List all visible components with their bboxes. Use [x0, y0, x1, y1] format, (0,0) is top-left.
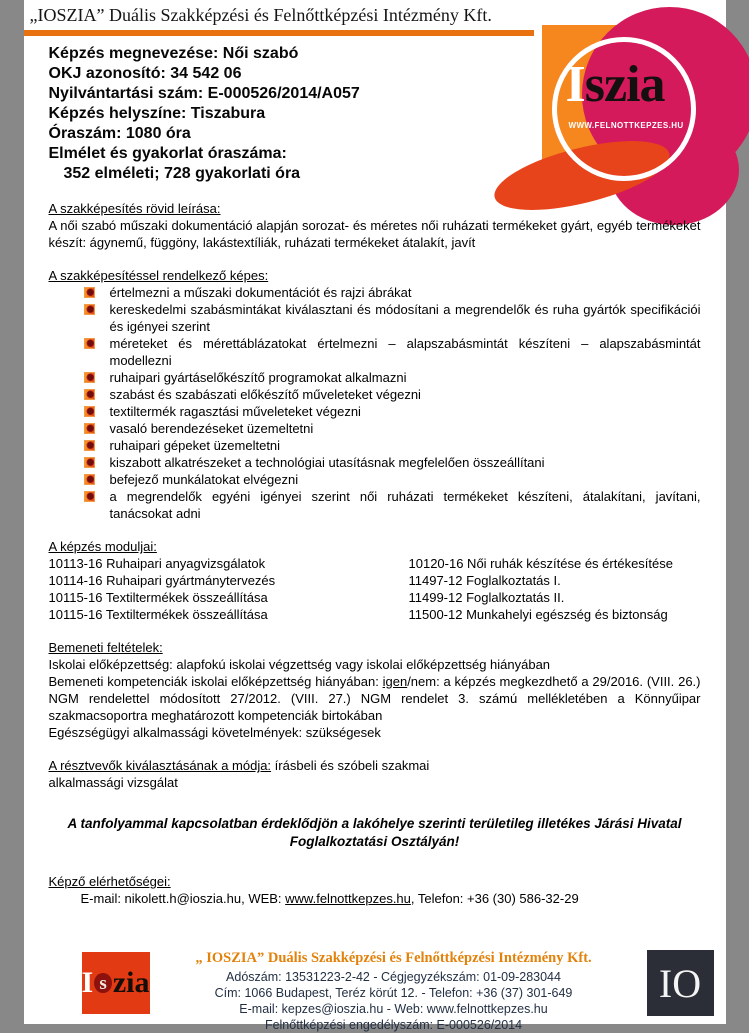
list-item	[84, 471, 701, 488]
entry-competency-prefix: Bemeneti kompetenciák iskolai előképzettség hiányában:	[49, 674, 383, 689]
page-footer	[24, 948, 726, 1024]
list-item-text: méreteket és mérettáblázatokat értelmezni – alapszabásmintát készíteni – alapszabásmintát modellezni	[110, 336, 701, 368]
list-item	[84, 454, 701, 471]
module-item: 10120-16 Női ruhák készítése és értékesítése	[409, 555, 701, 572]
modules-heading: A képzés moduljai:	[49, 538, 701, 555]
entry-heading: Bemeneti feltételek:	[49, 639, 701, 656]
list-item-text: textiltermék ragasztási műveleteket végezni	[110, 404, 361, 419]
list-item-text: kiszabott alkatrészeket a technológiai utasításnak megfelelően összeállítani	[110, 455, 545, 470]
selection-text: írásbeli és szóbeli szakmai	[271, 758, 429, 773]
footer-logo-letter-i: I	[82, 968, 94, 998]
module-item: 10115-16 Textiltermékek összeállítása	[49, 606, 409, 623]
entry-competency-yes: igen	[383, 674, 408, 689]
contact-office-notice: A tanfolyammal kapcsolatban érdeklődjön a lakóhelye szerinti területileg illetékes Járási Hivatal Foglalkoztatási Osztályán!	[55, 815, 695, 851]
module-item: 11500-12 Munkahelyi egészség és biztonság	[409, 606, 701, 623]
list-item-text: ruhaipari gyártáselőkészítő programokat alkalmazni	[110, 370, 407, 385]
course-name: Képzés megnevezése: Női szabó	[49, 44, 529, 64]
list-item	[84, 284, 701, 301]
section-entry-requirements	[49, 639, 701, 741]
bullet-icon	[84, 389, 95, 400]
list-item-text: befejező munkálatokat elvégezni	[110, 472, 299, 487]
list-item	[84, 437, 701, 454]
selection-line-1	[49, 757, 701, 774]
section-modules	[49, 538, 701, 623]
list-item-text: ruhaipari gépeket üzemeltetni	[110, 438, 281, 453]
list-item	[84, 386, 701, 403]
course-hours: Óraszám: 1080 óra	[49, 124, 529, 144]
section-contact	[49, 873, 701, 907]
list-item-text: szabást és szabászati előkészítő műveleteket végezni	[110, 387, 421, 402]
header-divider	[24, 30, 534, 36]
list-item-text: a megrendelők egyéni igényei szerint női ruházati termékeket készíteni, átalakítani, javítani, tanácsokat adni	[110, 489, 701, 521]
module-item: 11497-12 Foglalkoztatás I.	[409, 572, 701, 589]
list-item-text: vasaló berendezéseket üzemeltetni	[110, 421, 314, 436]
footer-license-line: Felnőttképzési engedélyszám: E-000526/2014	[154, 1017, 634, 1033]
section-description	[49, 200, 701, 251]
bullet-icon	[84, 287, 95, 298]
footer-address-line: Cím: 1066 Budapest, Teréz körút 12. - Telefon: +36 (37) 301-649	[154, 985, 634, 1001]
footer-io-text: IO	[659, 960, 701, 1007]
footer-tax-line: Adószám: 13531223-2-42 - Cégjegyzékszám: 01-09-283044	[154, 969, 634, 985]
course-split-label: Elmélet és gyakorlat óraszáma:	[49, 144, 529, 164]
footer-logo-letters-zia: zia	[113, 968, 150, 998]
course-location: Képzés helyszíne: Tiszabura	[49, 104, 529, 124]
contact-phone-text: , Telefon: +36 (30) 586-32-29	[411, 891, 579, 906]
contact-details	[49, 890, 701, 907]
module-item: 10115-16 Textiltermékek összeállítása	[49, 589, 409, 606]
module-item: 11499-12 Foglalkoztatás II.	[409, 589, 701, 606]
modules-columns	[49, 555, 701, 623]
logo-wordmark	[566, 59, 665, 111]
bullet-icon	[84, 406, 95, 417]
list-item	[84, 488, 701, 522]
selection-line-2: alkalmassági vizsgálat	[49, 774, 701, 791]
list-item	[84, 369, 701, 386]
logo-letter-i: I	[566, 56, 585, 113]
footer-email-line: E-mail: kepzes@ioszia.hu - Web: www.felnottkepzes.hu	[154, 1001, 634, 1017]
list-item	[84, 403, 701, 420]
company-header-title: „IOSZIA” Duális Szakképzési és Felnőttképzési Intézmény Kft.	[30, 5, 492, 26]
footer-contact-block	[154, 950, 634, 1033]
list-item-text: kereskedelmi szabásmintákat kiválasztani és módosítani a megrendelők és ruha gyártók specifikációi és igényei szerint	[110, 302, 701, 334]
entry-competency-paragraph	[49, 673, 701, 724]
bullet-icon	[84, 440, 95, 451]
logo-letters-szia: szia	[585, 56, 665, 113]
course-summary	[49, 44, 529, 184]
list-item-text: értelmezni a műszaki dokumentációt és rajzi ábrákat	[110, 285, 412, 300]
entry-health-line: Egészségügyi alkalmassági követelmények: szükségesek	[49, 724, 701, 741]
modules-column-right	[409, 555, 701, 623]
bullet-icon	[84, 474, 95, 485]
contact-heading: Képző elérhetőségei:	[49, 873, 701, 890]
footer-ioszia-logo	[82, 952, 150, 1014]
logo-website-text: WWW.FELNOTTKEPZES.HU	[569, 121, 684, 130]
capabilities-heading: A szakképesítéssel rendelkező képes:	[49, 267, 701, 284]
bullet-icon	[84, 423, 95, 434]
bullet-icon	[84, 491, 95, 502]
list-item	[84, 335, 701, 369]
list-item	[84, 301, 701, 335]
course-split-value: 352 elméleti; 728 gyakorlati óra	[49, 164, 529, 184]
document-body	[49, 200, 701, 923]
capabilities-list	[84, 284, 701, 522]
footer-logo-letter-s: s	[94, 973, 112, 993]
entry-education-line: Iskolai előképzettség: alapfokú iskolai végzettség vagy iskolai előképzettség hiányában	[49, 656, 701, 673]
bullet-icon	[84, 457, 95, 468]
selection-heading: A résztvevők kiválasztásának a módja:	[49, 758, 272, 773]
entry-competency-suffix: /nem: a képzés megkezdhető a 29/2016. (VIII. 26.) NGM rendelettel módosított 27/2012. (VIII. 27.) NGM rendelet 3. számú mellékletében a Könnyűipar szakmacsoportra meghatározott kompetenciák birtokában	[49, 674, 701, 723]
contact-email-text: E-mail: nikolett.h@ioszia.hu, WEB:	[81, 891, 286, 906]
course-registration-number: Nyilvántartási szám: E-000526/2014/A057	[49, 84, 529, 104]
ioszia-logo	[542, 25, 719, 185]
description-heading: A szakképesítés rövid leírása:	[49, 200, 701, 217]
bullet-icon	[84, 372, 95, 383]
description-text: A női szabó műszaki dokumentáció alapján sorozat- és méretes női ruházati termékeket gyárt, egyéb termékeket készít: ágynemű, függöny, lakástextíliák, ruházati termékeket átalakít, javít	[49, 217, 701, 251]
module-item: 10114-16 Ruhaipari gyártmánytervezés	[49, 572, 409, 589]
list-item	[84, 420, 701, 437]
document-page	[24, 0, 726, 1024]
footer-io-logo	[647, 950, 714, 1016]
contact-website-link[interactable]: www.felnottkepzes.hu	[285, 891, 411, 906]
bullet-icon	[84, 338, 95, 349]
section-selection	[49, 757, 701, 791]
modules-column-left	[49, 555, 409, 623]
module-item: 10113-16 Ruhaipari anyagvizsgálatok	[49, 555, 409, 572]
course-okj-id: OKJ azonosító: 34 542 06	[49, 64, 529, 84]
section-capabilities	[49, 267, 701, 522]
footer-company-name: „ IOSZIA” Duális Szakképzési és Felnőttképzési Intézmény Kft.	[154, 950, 634, 967]
bullet-icon	[84, 304, 95, 315]
